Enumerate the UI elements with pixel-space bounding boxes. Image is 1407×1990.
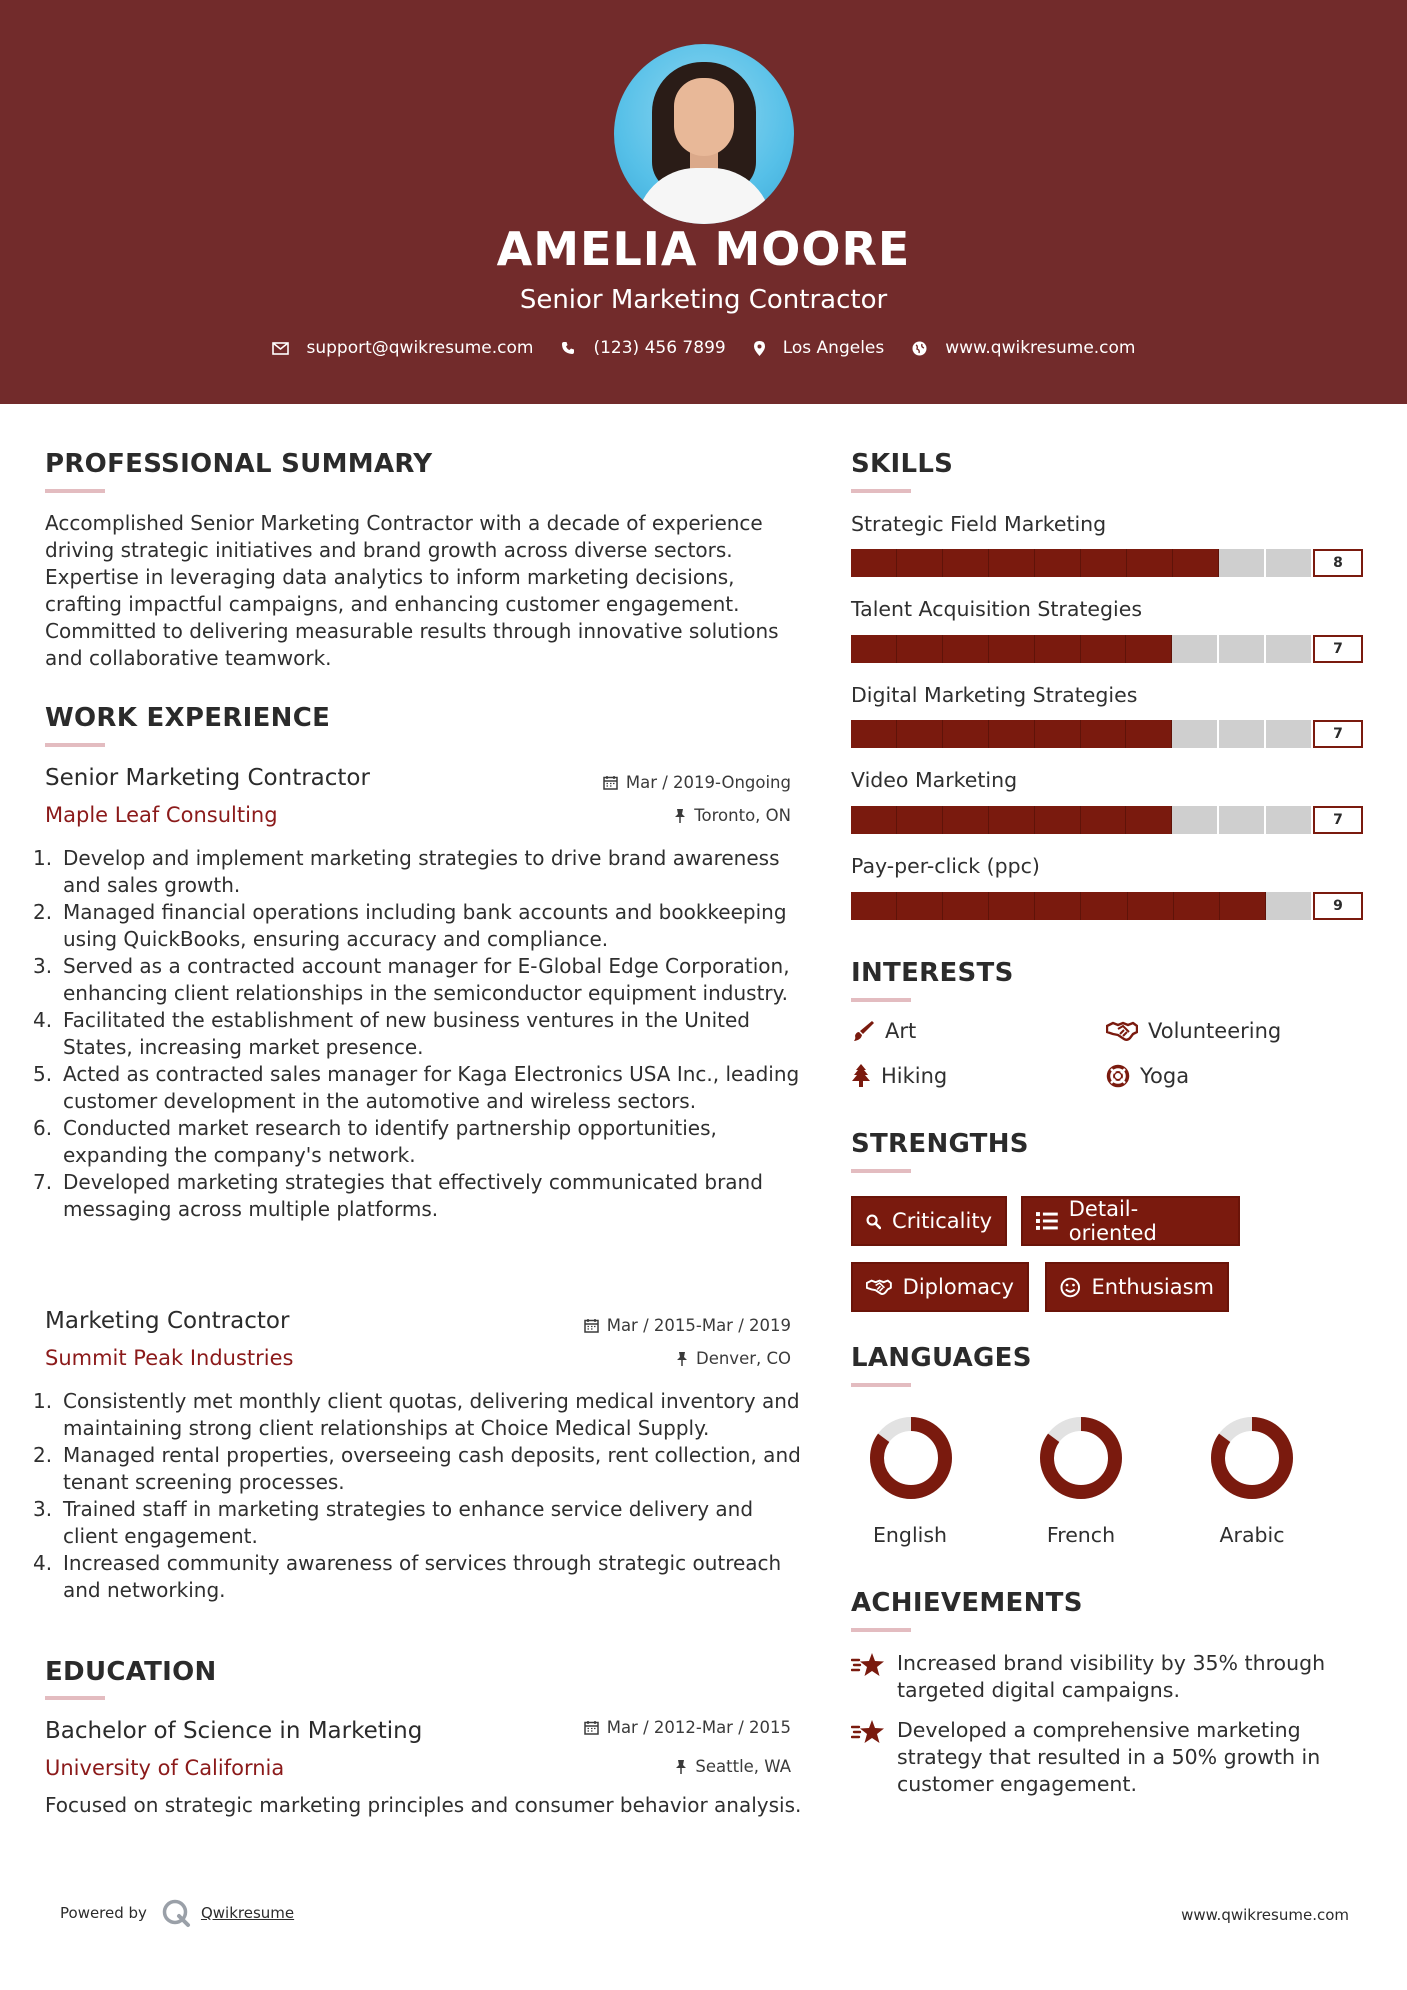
interest-item: Art (851, 1019, 916, 1043)
search-icon (866, 1211, 881, 1232)
skill-bar-segment (1266, 635, 1313, 663)
contact-website[interactable] (912, 338, 1135, 358)
skill-bar-segment (1219, 549, 1266, 577)
skill-bar-segment (897, 892, 943, 920)
website-text: www.qwikresume.com (945, 338, 1136, 358)
job-location: Denver, CO (560, 1349, 791, 1368)
candidate-name: AMELIA MOORE (496, 222, 911, 276)
paintbrush-icon (851, 1019, 875, 1043)
contact-bar (0, 338, 1407, 358)
calendar-icon (584, 1318, 599, 1333)
degree-title: Bachelor of Science in Marketing (45, 1718, 423, 1744)
interest-item: Yoga (1106, 1064, 1189, 1088)
education-description: Focused on strategic marketing principles and consumer behavior analysis. (45, 1793, 802, 1817)
skill-bar-segment (1266, 549, 1313, 577)
skill-name: Pay-per-click (ppc) (851, 854, 1040, 878)
skill-bar-segment (1219, 806, 1266, 834)
list-item: 5. Acted as contracted sales manager for Kaga Electronics USA Inc., leading customer development in the automotive and wireless sectors. (33, 1062, 800, 1113)
star-award-icon (851, 1652, 885, 1678)
footer-website[interactable]: www.qwikresume.com (1181, 1906, 1349, 1924)
skill-bar-segment (1035, 806, 1081, 834)
phone-text: (123) 456 7899 (593, 338, 726, 358)
skill-bar-segment (1266, 892, 1313, 920)
strength-chip: Diplomacy (851, 1262, 1029, 1312)
skill-bar-segment (1173, 549, 1219, 577)
language-donut (1207, 1413, 1297, 1503)
achievement-item: Increased brand visibility by 35% through targeted digital campaigns. (851, 1650, 1331, 1704)
globe-icon (912, 341, 927, 356)
calendar-icon (603, 775, 618, 790)
pushpin-icon (675, 1759, 687, 1774)
school-name: University of California (45, 1756, 285, 1780)
job-location: Toronto, ON (560, 806, 791, 825)
skill-bar-segment (1081, 720, 1127, 748)
achievements-rule (851, 1628, 911, 1632)
list-item: 4. Increased community awareness of services through strategic outreach and networking. (33, 1551, 782, 1602)
skills-heading: SKILLS (851, 449, 954, 479)
company-name: Summit Peak Industries (45, 1346, 294, 1370)
skill-bar-segment (989, 806, 1035, 834)
list-item: 1. Develop and implement marketing strategies to drive brand awareness and sales growth. (33, 846, 780, 897)
achievement-item: Developed a comprehensive marketing strategy that resulted in a 50% growth in customer engagement. (851, 1717, 1331, 1798)
interests-rule (851, 998, 911, 1002)
list-item: 7. Developed marketing strategies that effectively communicated brand messaging across multiple platforms. (33, 1170, 763, 1221)
skill-score: 7 (1313, 635, 1363, 663)
skill-bar (851, 549, 1313, 577)
job-bullets (33, 1388, 805, 1604)
job-title: Marketing Contractor (45, 1308, 290, 1334)
education-rule (45, 1696, 105, 1700)
contact-phone[interactable] (561, 338, 725, 358)
list-item: 3. Trained staff in marketing strategies to enhance service delivery and client engagement. (33, 1497, 754, 1548)
language-label: English (872, 1523, 948, 1547)
skill-bar-segment (1081, 635, 1127, 663)
job-date: Mar / 2019-Ongoing (560, 773, 791, 792)
candidate-title: Senior Marketing Contractor (519, 285, 888, 315)
skill-bar-segment (851, 635, 897, 663)
interest-item: Volunteering (1106, 1019, 1281, 1043)
skill-bar-segment (1035, 720, 1081, 748)
strength-chip: Detail-oriented (1021, 1196, 1240, 1246)
strength-chip: Enthusiasm (1045, 1262, 1229, 1312)
star-award-icon (851, 1719, 885, 1745)
list-item: 6. Conducted market research to identify partnership opportunities, expanding the company's network. (33, 1116, 717, 1167)
skill-score: 8 (1313, 549, 1363, 577)
envelope-icon (272, 342, 289, 355)
skill-bar-segment (989, 720, 1035, 748)
languages-rule (851, 1383, 911, 1387)
skill-bar-segment (851, 549, 897, 577)
skill-bar-segment (1126, 720, 1172, 748)
handshake-icon (866, 1276, 892, 1298)
email-text: support@qwikresume.com (306, 338, 534, 358)
skill-bar (851, 635, 1313, 663)
skill-bar-segment (1081, 892, 1127, 920)
skill-bar-segment (943, 720, 989, 748)
calendar-icon (584, 1720, 599, 1735)
skill-bar-segment (897, 549, 943, 577)
skill-bar-segment (1266, 720, 1313, 748)
skill-bar-segment (1172, 720, 1219, 748)
qwikresume-logo-icon (161, 1898, 191, 1928)
list-item: 2. Managed financial operations including bank accounts and bookkeeping using QuickBooks, ensuring accuracy and compliance. (33, 900, 787, 951)
job-title: Senior Marketing Contractor (45, 765, 370, 791)
summary-text: Accomplished Senior Marketing Contractor with a decade of experience driving strategic initiatives and brand growth across diverse sectors. Expertise in leveraging data analytics to inform marketing decisions, crafting impactful campaigns, and enhancing customer engagement. Committed to delivering measurable results through innovative solutions and collaborative teamwork. (45, 511, 779, 670)
location-text: Los Angeles (782, 338, 885, 358)
skill-score: 9 (1313, 892, 1363, 920)
job-bullets (33, 845, 805, 1223)
skill-score: 7 (1313, 720, 1363, 748)
skill-bar-segment (1035, 635, 1081, 663)
strengths-rule (851, 1169, 911, 1173)
qwikresume-link[interactable]: Qwikresume (200, 1904, 295, 1922)
skill-bar-segment (943, 892, 989, 920)
skill-bar-segment (1127, 549, 1173, 577)
life-ring-icon (1106, 1064, 1130, 1088)
interest-item: Hiking (851, 1064, 947, 1088)
skill-name: Strategic Field Marketing (851, 512, 1107, 536)
education-heading: EDUCATION (45, 1657, 217, 1687)
company-name: Maple Leaf Consulting (45, 803, 278, 827)
contact-location (754, 338, 885, 358)
phone-icon (561, 341, 575, 355)
summary-rule (45, 489, 105, 493)
skill-bar-segment (989, 892, 1035, 920)
experience-heading: WORK EXPERIENCE (45, 703, 331, 733)
skill-bar-segment (1035, 892, 1081, 920)
map-marker-icon (754, 341, 765, 356)
strength-chip: Criticality (851, 1196, 1007, 1246)
tree-icon (851, 1064, 871, 1088)
skill-score: 7 (1313, 806, 1363, 834)
list-item: 2. Managed rental properties, overseeing cash deposits, rent collection, and tenant screening processes. (33, 1443, 801, 1494)
skill-bar-segment (851, 892, 897, 920)
skill-bar-segment (943, 635, 989, 663)
skill-bar-segment (1219, 635, 1266, 663)
skill-bar-segment (1081, 806, 1127, 834)
skill-name: Talent Acquisition Strategies (851, 597, 1143, 621)
skill-bar-segment (1081, 549, 1127, 577)
list-item: 1. Consistently met monthly client quotas, delivering medical inventory and maintaining strong client relationships at Choice Medical Supply. (33, 1389, 800, 1440)
skills-rule (851, 489, 911, 493)
skill-bar-segment (1266, 806, 1313, 834)
skill-name: Video Marketing (851, 768, 1018, 792)
education-date: Mar / 2012-Mar / 2015 (560, 1718, 791, 1737)
strengths-heading: STRENGTHS (851, 1129, 1029, 1159)
interests-heading: INTERESTS (851, 958, 1014, 988)
pushpin-icon (674, 808, 686, 823)
skill-bar-segment (1126, 806, 1172, 834)
skill-bar-segment (1126, 635, 1172, 663)
skill-bar-segment (943, 806, 989, 834)
language-donut (1036, 1413, 1126, 1503)
achievements-heading: ACHIEVEMENTS (851, 1588, 1083, 1618)
profile-photo (614, 44, 794, 224)
skill-bar-segment (989, 549, 1035, 577)
footer-powered-by: Powered by Qwikresume (60, 1898, 294, 1928)
job-date: Mar / 2015-Mar / 2019 (560, 1316, 791, 1335)
language-label: Arabic (1219, 1523, 1285, 1547)
skill-bar (851, 892, 1313, 920)
skill-bar-segment (1220, 892, 1266, 920)
skill-bar-segment (1219, 720, 1266, 748)
contact-email[interactable] (272, 338, 534, 358)
summary-heading: PROFESSIONAL SUMMARY (45, 449, 433, 479)
skill-bar-segment (897, 635, 943, 663)
language-label: French (1046, 1523, 1116, 1547)
skill-bar-segment (943, 549, 989, 577)
skill-bar-segment (851, 720, 897, 748)
pushpin-icon (676, 1351, 688, 1366)
skill-bar-segment (989, 635, 1035, 663)
languages-heading: LANGUAGES (851, 1343, 1032, 1373)
list-icon (1036, 1212, 1058, 1230)
skill-bar-segment (1172, 635, 1219, 663)
skill-bar (851, 720, 1313, 748)
skill-name: Digital Marketing Strategies (851, 683, 1138, 707)
experience-rule (45, 743, 105, 747)
resume-header (0, 0, 1407, 404)
skill-bar-segment (851, 806, 897, 834)
skill-bar-segment (897, 720, 943, 748)
education-location: Seattle, WA (560, 1757, 791, 1776)
list-item: 4. Facilitated the establishment of new business ventures in the United States, increasing market presence. (33, 1008, 750, 1059)
language-donut (866, 1413, 956, 1503)
skill-bar (851, 806, 1313, 834)
skill-bar-segment (1128, 892, 1174, 920)
skill-bar-segment (1035, 549, 1081, 577)
list-item: 3. Served as a contracted account manager for E-Global Edge Corporation, enhancing client relationships in the semiconductor equipment industry. (33, 954, 790, 1005)
skill-bar-segment (897, 806, 943, 834)
handshake-icon (1106, 1020, 1138, 1042)
skill-bar-segment (1174, 892, 1220, 920)
skill-bar-segment (1172, 806, 1219, 834)
smile-icon (1060, 1277, 1081, 1298)
